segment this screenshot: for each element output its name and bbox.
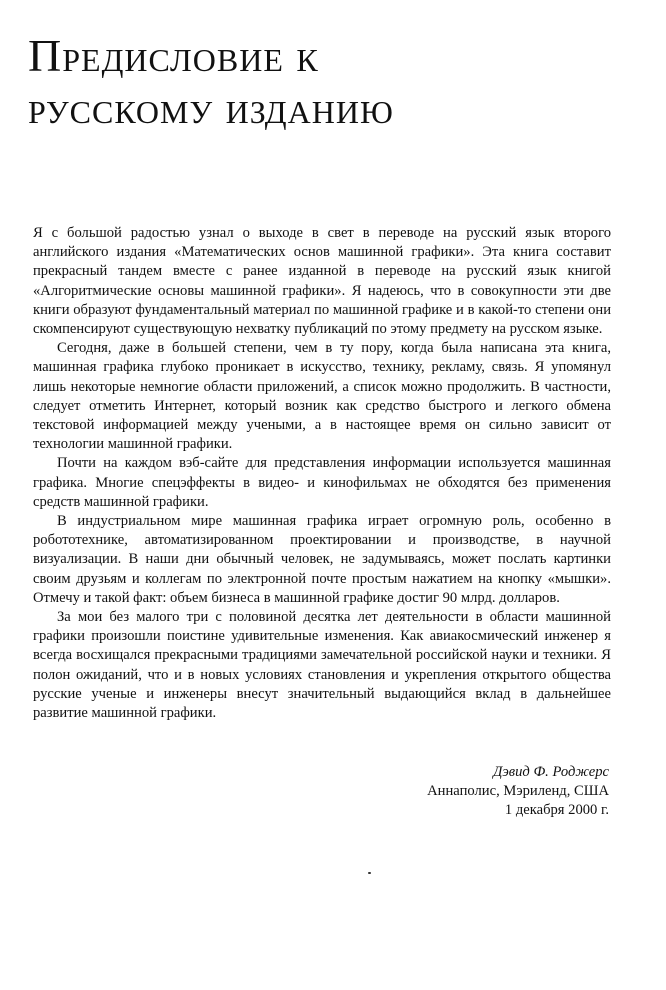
page-title	[28, 30, 628, 134]
title-line-1: Предисловие к	[28, 30, 319, 81]
signature-block	[309, 763, 609, 821]
paragraph-2: Сегодня, даже в большей степени, чем в ту пору, когда была написана эта книга, машинная графика глубоко проникает в искусство, технику, рекламу, связь. Я упомянул лишь некоторые немногие области приложений, а список можно продолжить. В частности, следует отметить Интернет, который возник как средство быстрого и легкого обмена текстовой информацией между учеными, а в настоящее время он сильно зависит от технологии машинной графики.	[33, 340, 611, 453]
scan-speck-decoration	[368, 872, 371, 874]
title-line-2: русскому изданию	[28, 82, 394, 133]
signature-date: 1 декабря 2000 г.	[504, 802, 609, 819]
paragraph-3: Почти на каждом вэб-сайте для представления информации используется машинная графика. Многие спецэффекты в видео- и кинофильмах не обходятся без применения средств машинной графики.	[33, 455, 611, 510]
signature-author: Дэвид Ф. Роджерс	[493, 764, 609, 780]
preface-body	[33, 224, 611, 723]
signature-location: Аннаполис, Мэриленд, США	[427, 783, 609, 800]
paragraph-1: Я с большой радостью узнал о выходе в свет в переводе на русский язык второго английского издания «Математических основ машинной графики». Эта книга составит прекрасный тандем вместе с ранее изданной в переводе на русский язык книгой «Алгоритмические основы машинной графики». Я надеюсь, что в совокупности эти две книги образуют фундаментальный материал по машинной графике и в какой-то степени они скомпенсируют существующую нехватку публикаций по этому предмету на русском языке.	[33, 225, 611, 338]
paragraph-4: В индустриальном мире машинная графика играет огромную роль, особенно в робототехнике, автоматизированном проектировании и производстве, в научной визуализации. В наши дни обычный человек, не задумываясь, может послать картинки своим друзьям и коллегам по электронной почте простым нажатием на кнопку «мышки». Отмечу и такой факт: объем бизнеса в машинной графике достиг 90 млрд. долларов.	[33, 513, 611, 606]
paragraph-5: За мои без малого три с половиной десятка лет деятельности в области машинной графики произошли поистине удивительные изменения. Как авиакосмический инженер я всегда восхищался прекрасными традициями замечательной российской науки и техники. Я полон ожиданий, что и в новых условиях становления и укрепления открытого общества русские ученые и инженеры внесут значительный выдающийся вклад в дальнейшее развитие машинной графики.	[33, 609, 611, 722]
